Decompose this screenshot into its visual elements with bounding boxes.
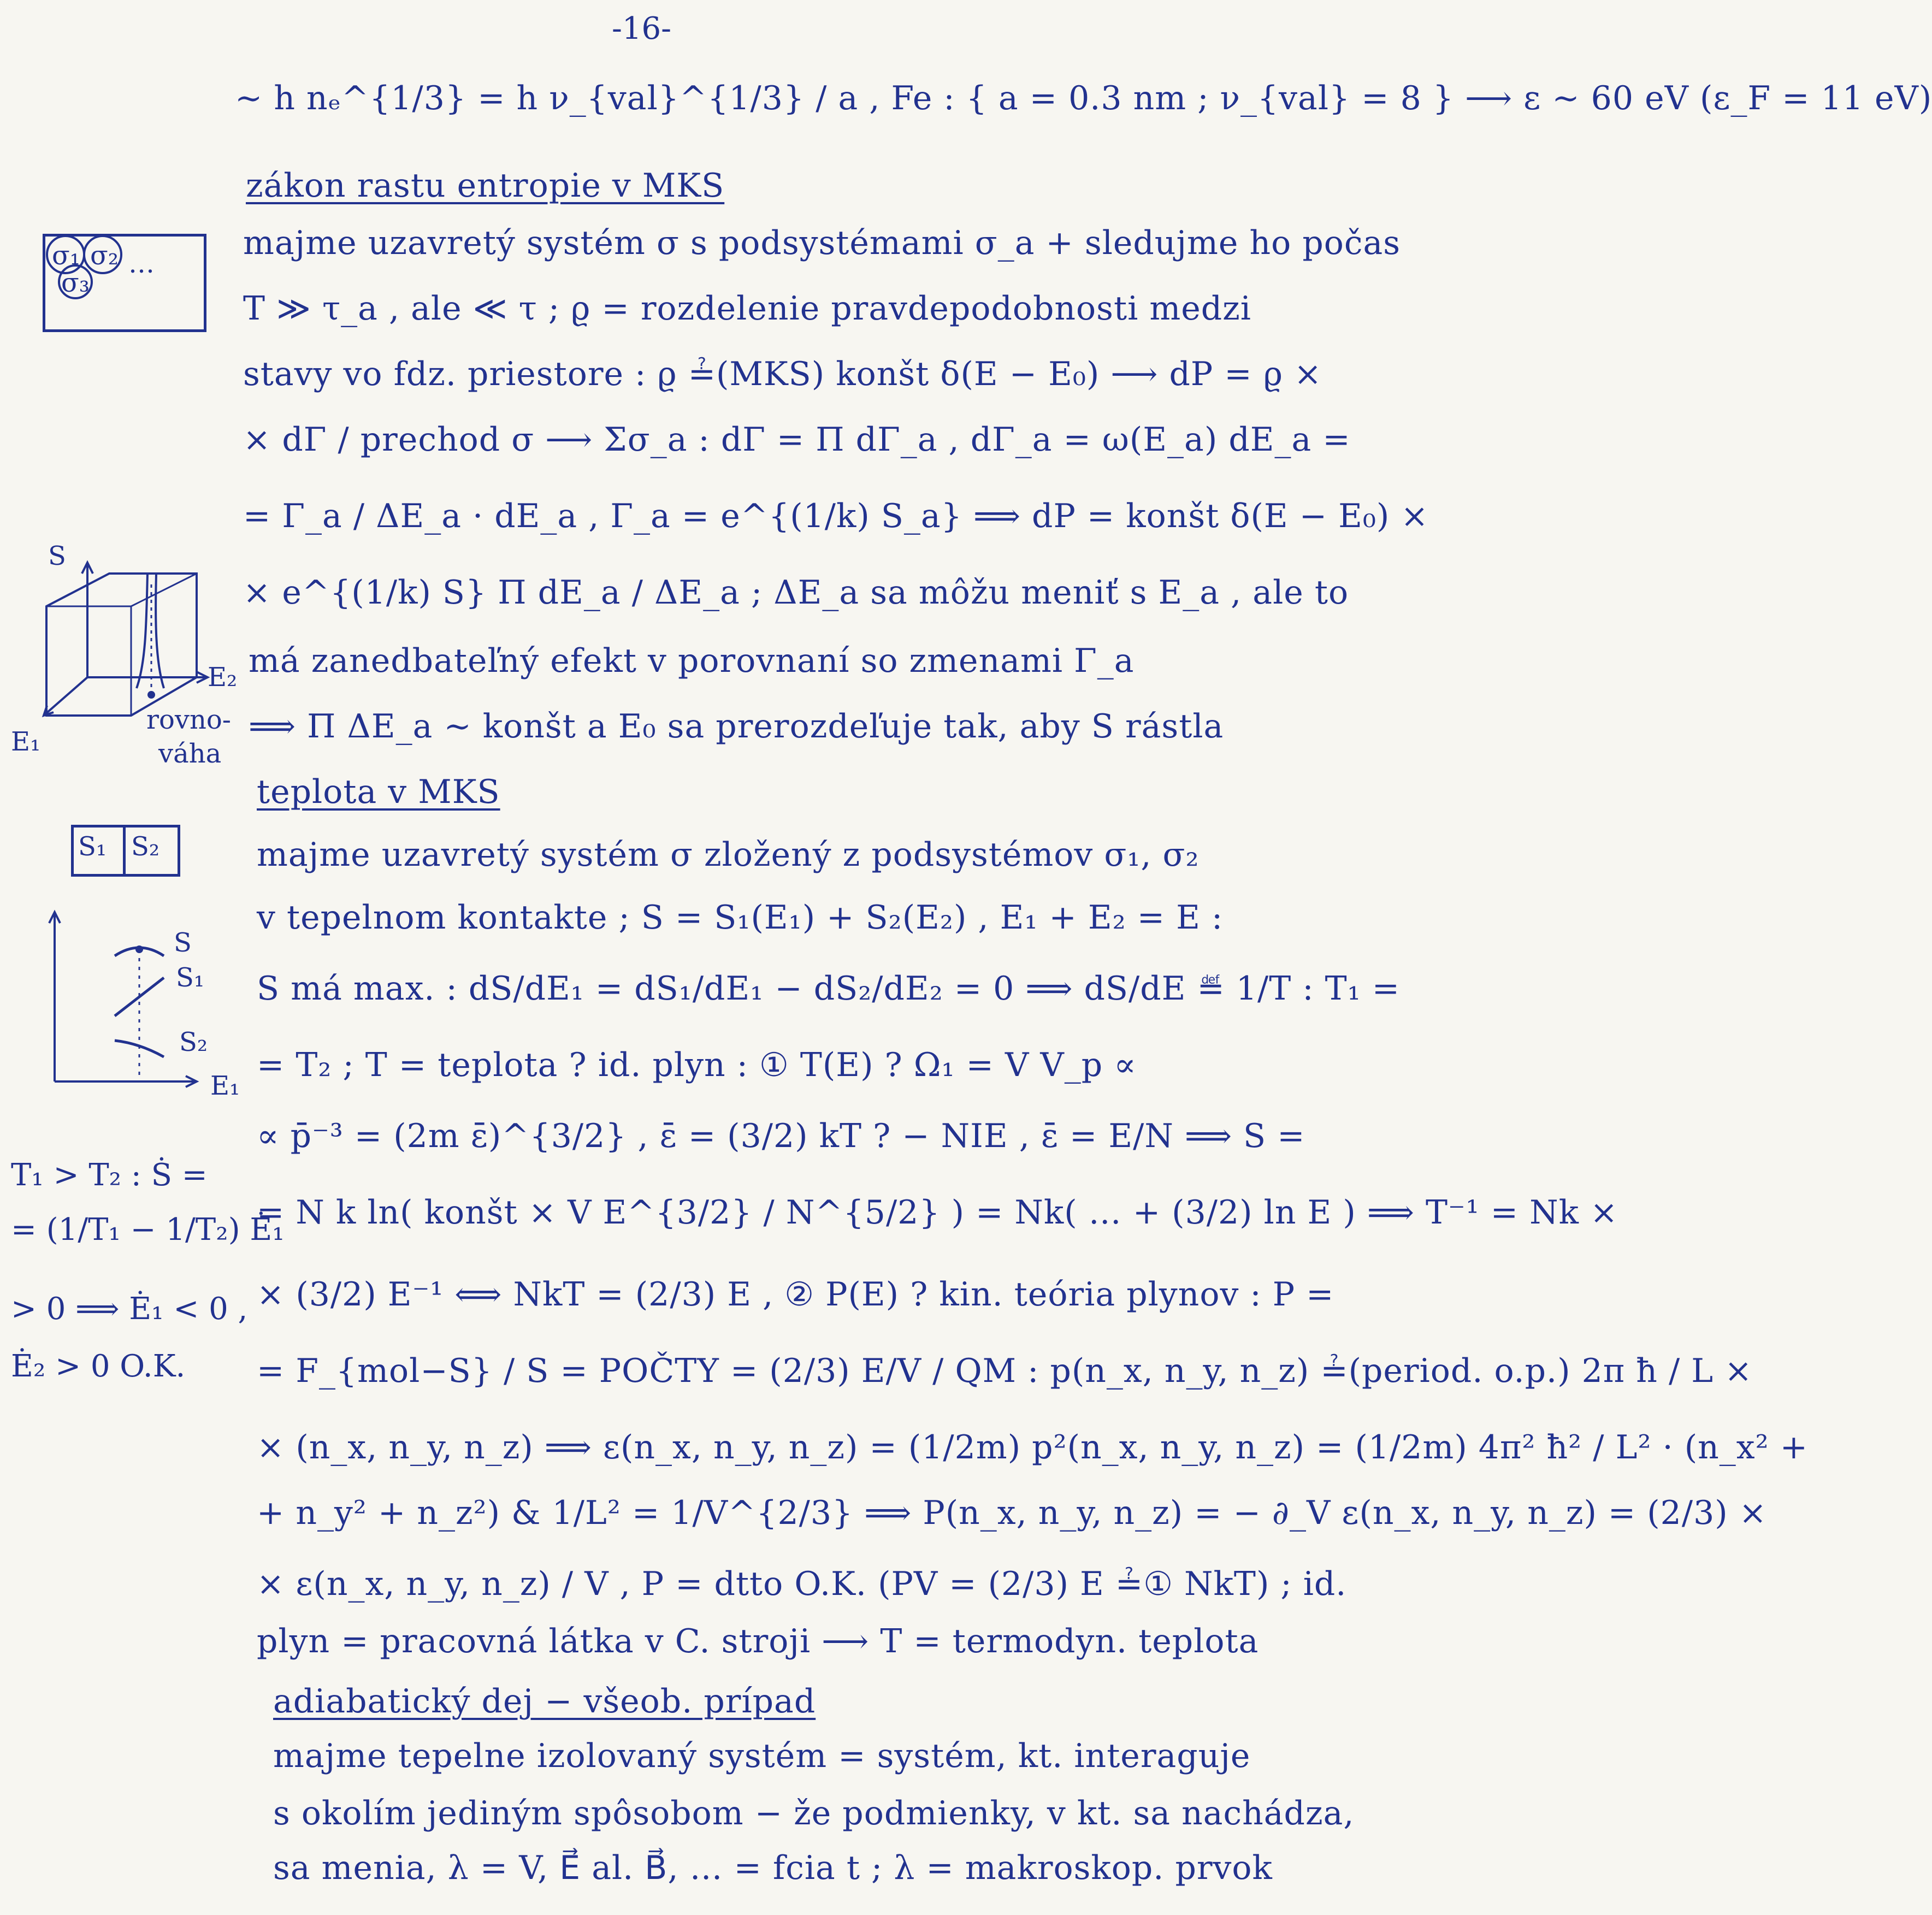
line-15: = T₂ ; T = teplota ? id. plyn : ① T(E) ? Ω₁ = V V_p ∝ bbox=[257, 1046, 1137, 1084]
entropy-axis-label: S bbox=[48, 541, 66, 571]
line-18: × (3/2) E⁻¹ ⟺ NkT = (2/3) E , ② P(E) ? kin. teória plynov : P = bbox=[257, 1275, 1334, 1314]
curve-s1-label: S₁ bbox=[176, 962, 205, 993]
equilibrium-label-1: rovno- bbox=[146, 705, 231, 735]
line-21: + n_y² + n_z²) & 1/L² = 1/V^{2/3} ⟹ P(n_x, n_y, n_z) = − ∂_V ε(n_x, n_y, n_z) = (2/3) × bbox=[257, 1494, 1767, 1532]
line-3: majme uzavretý systém σ s podsystémami σ_a + sledujme ho počas bbox=[243, 224, 1401, 262]
line-23: plyn = pracovná látka v C. stroji ⟶ T = termodyn. teplota bbox=[257, 1622, 1259, 1660]
equilibrium-label-2: váha bbox=[158, 738, 222, 769]
curve-s-label: S bbox=[174, 927, 192, 958]
side-note-2: = (1/T₁ − 1/T₂) Ė₁ bbox=[11, 1212, 285, 1248]
sigma3-label: σ₃ bbox=[61, 268, 90, 298]
line-27: sa menia, λ = V, E⃗ al. B⃗, … = fcia t ; λ = makroskop. prvok bbox=[273, 1849, 1273, 1887]
curve-x-label: E₁ bbox=[210, 1071, 240, 1101]
dots-label: … bbox=[128, 249, 155, 279]
line-25: majme tepelne izolovaný systém = systém, kt. interaguje bbox=[273, 1737, 1251, 1775]
line-7: = Γ_a / ΔE_a · dE_a , Γ_a = e^{(1/k) S_a} ⟹ dP = konšt δ(E − E₀) × bbox=[243, 497, 1429, 535]
line-6: × dΓ / prechod σ ⟶ Σσ_a : dΓ = Π dΓ_a , dΓ_a = ω(E_a) dE_a = bbox=[243, 421, 1351, 459]
heading-entropy: zákon rastu entropie v MKS bbox=[246, 167, 725, 205]
curve-s2-label: S₂ bbox=[179, 1027, 208, 1057]
e1-axis-label: E₁ bbox=[11, 726, 41, 757]
page-number: -16- bbox=[612, 11, 672, 46]
line-22: × ε(n_x, n_y, n_z) / V , P = dtto O.K. (PV = (2/3) E ≟① NkT) ; id. bbox=[257, 1565, 1347, 1603]
line-8: × e^{(1/k) S} Π dE_a / ΔE_a ; ΔE_a sa môžu meniť s E_a , ale to bbox=[243, 574, 1349, 612]
curves-plot bbox=[33, 907, 229, 1092]
line-19: = F_{mol−S} / S = POČTY = (2/3) E/V / QM : p(n_x, n_y, n_z) ≟(period. o.p.) 2π ħ / L × bbox=[257, 1352, 1753, 1390]
s1-box-label: S₁ bbox=[78, 831, 107, 862]
line-26: s okolím jediným spôsobom − že podmienky, v kt. sa nachádza, bbox=[273, 1794, 1355, 1833]
line-1: ∼ h nₑ^{1/3} = h ν_{val}^{1/3} / a , Fe : { a = 0.3 nm ; ν_{val} = 8 } ⟶ ε ∼ 60 eV (ε_F = 11 eV) bbox=[235, 79, 1932, 117]
e2-axis-label: E₂ bbox=[208, 662, 238, 693]
sigma1-label: σ₁ bbox=[52, 240, 81, 271]
line-10: ⟹ Π ΔE_a ∼ konšt a E₀ sa prerozdeľuje tak, aby S rástla bbox=[249, 707, 1224, 746]
line-5: stavy vo fdz. priestore : ϱ ≟(MKS) konšt δ(E − E₀) ⟶ dP = ϱ × bbox=[243, 355, 1322, 393]
side-note-1: T₁ > T₂ : Ṡ = bbox=[11, 1157, 208, 1193]
heading-adiabatic: adiabatický dej − všeob. prípad bbox=[273, 1682, 816, 1721]
line-12: majme uzavretý systém σ zložený z podsystémov σ₁, σ₂ bbox=[257, 836, 1200, 874]
line-9: má zanedbateľný efekt v porovnaní so zmenami Γ_a bbox=[249, 642, 1135, 680]
side-note-3: > 0 ⟹ Ė₁ < 0 , bbox=[11, 1291, 248, 1327]
line-14: S má max. : dS/dE₁ = dS₁/dE₁ − dS₂/dE₂ = 0 ⟹ dS/dE ≝ 1/T : T₁ = bbox=[257, 970, 1401, 1008]
line-20: × (n_x, n_y, n_z) ⟹ ε(n_x, n_y, n_z) = (1/2m) p²(n_x, n_y, n_z) = (1/2m) 4π² ħ² / L² · (n_x² + bbox=[257, 1428, 1808, 1467]
line-17: = N k ln( konšt × V E^{3/2} / N^{5/2} ) = Nk( … + (3/2) ln E ) ⟹ T⁻¹ = Nk × bbox=[257, 1193, 1618, 1232]
line-4: T ≫ τ_a , ale ≪ τ ; ϱ = rozdelenie pravdepodobnosti medzi bbox=[243, 289, 1251, 328]
line-13: v tepelnom kontakte ; S = S₁(E₁) + S₂(E₂) , E₁ + E₂ = E : bbox=[257, 899, 1224, 937]
sigma2-label: σ₂ bbox=[90, 240, 119, 271]
side-note-4: Ė₂ > 0 O.K. bbox=[11, 1349, 186, 1384]
line-16: ∝ p̄⁻³ = (2m ε̄)^{3/2} , ε̄ = (3/2) kT ? − NIE , ε̄ = E/N ⟹ S = bbox=[257, 1117, 1305, 1155]
s2-box-label: S₂ bbox=[131, 831, 160, 862]
heading-temperature: teplota v MKS bbox=[257, 773, 500, 811]
